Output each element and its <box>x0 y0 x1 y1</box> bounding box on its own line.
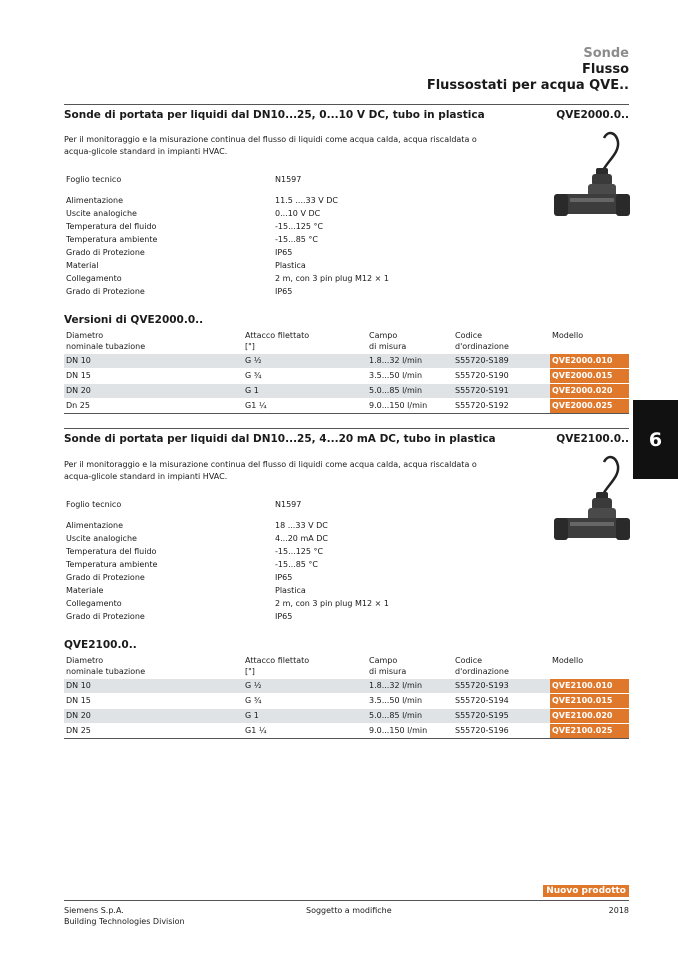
table-cell: DN 20 <box>64 709 243 724</box>
datasheet-label: Foglio tecnico <box>66 500 122 509</box>
spec-value: Plastica <box>275 261 306 270</box>
spec-value: IP65 <box>275 612 293 621</box>
spec-value: -15...85 °C <box>275 235 319 244</box>
spec-label: Materiale <box>66 586 104 595</box>
table-row <box>64 354 629 369</box>
col-header-range: Campo di misura <box>369 656 407 676</box>
table-row <box>64 694 629 709</box>
table-cell: G1 ¼ <box>245 401 267 410</box>
footer-company <box>64 905 185 927</box>
table-row <box>64 724 629 739</box>
spec-row <box>64 272 464 285</box>
section-divider <box>64 428 629 429</box>
spec-value: Plastica <box>275 586 306 595</box>
spec-label: Uscite analogiche <box>66 209 137 218</box>
spec-value: 2 m, con 3 pin plug M12 × 1 <box>275 599 389 608</box>
spec-value: -15...85 °C <box>275 560 319 569</box>
table-cell: DN 10 <box>64 679 243 694</box>
model-cell: QVE2000.025 <box>550 399 629 414</box>
table-cell: S55720-S196 <box>455 726 509 735</box>
spec-row <box>64 194 464 207</box>
table-cell: 3.5...50 l/min <box>369 696 423 705</box>
spec-value: 11.5 ....33 V DC <box>275 196 339 205</box>
footer-division: Building Technologies Division <box>64 917 185 926</box>
table-cell: G ¾ <box>245 371 262 380</box>
table-cell: DN 20 <box>64 384 243 399</box>
spec-row <box>64 584 464 597</box>
chapter-tab: 6 <box>633 400 678 479</box>
footer-divider <box>64 900 629 901</box>
table-cell: 3.5...50 l/min <box>369 371 423 380</box>
table-cell: G ½ <box>243 354 367 369</box>
spec-row <box>64 545 464 558</box>
spec-value: 2 m, con 3 pin plug M12 × 1 <box>275 274 389 283</box>
table-cell: 9.0...150 l/min <box>369 726 428 735</box>
table-cell: S55720-S194 <box>455 696 509 705</box>
spec-label: Temperatura del fluido <box>66 222 157 231</box>
spec-value: -15...125 °C <box>275 222 324 231</box>
section-code: QVE2000.0.. <box>556 109 629 121</box>
section-title: Sonde di portata per liquidi dal DN10...25, 4...20 mA DC, tubo in plastica <box>64 433 496 445</box>
spec-label: Grado di Protezione <box>66 573 145 582</box>
spec-label: Temperatura del fluido <box>66 547 157 556</box>
table-row <box>64 679 629 694</box>
datasheet-row <box>64 498 464 511</box>
table-cell: S55720-S189 <box>453 354 550 369</box>
model-cell: QVE2000.020 <box>550 384 629 399</box>
table-cell: S55720-S195 <box>453 709 550 724</box>
model-cell: QVE2100.020 <box>550 709 629 724</box>
table-cell: DN 25 <box>66 726 91 735</box>
spec-row <box>64 558 464 571</box>
datasheet-value: N1597 <box>275 175 302 184</box>
table-row <box>64 384 629 399</box>
spec-row <box>64 207 464 220</box>
new-product-badge: Nuovo prodotto <box>543 885 629 897</box>
col-header-thread: Attacco filettato ["] <box>245 656 310 676</box>
table-cell: 1.8...32 l/min <box>367 679 453 694</box>
model-cell: QVE2000.015 <box>550 369 629 384</box>
flow-sensor-product-image <box>550 128 632 224</box>
model-cell: QVE2100.010 <box>550 679 629 694</box>
flow-sensor-product-image <box>550 452 632 548</box>
spec-label: Material <box>66 261 99 270</box>
versions-title: QVE2100.0.. <box>64 639 137 651</box>
table-row <box>64 709 629 724</box>
table-row <box>64 399 629 414</box>
col-header-order-code: Codice d'ordinazione <box>455 331 509 351</box>
spec-value: 18 ...33 V DC <box>275 521 328 530</box>
footer-company-name: Siemens S.p.A. <box>64 906 124 915</box>
spec-label: Uscite analogiche <box>66 534 137 543</box>
spec-list <box>64 194 464 298</box>
table-cell: 5.0...85 l/min <box>367 709 453 724</box>
col-header-diameter: Diametro nominale tubazione <box>66 331 146 351</box>
table-cell: G 1 <box>243 384 367 399</box>
col-header-order-code: Codice d'ordinazione <box>455 656 509 676</box>
header-category: Sonde <box>583 46 629 61</box>
spec-value: 0...10 V DC <box>275 209 321 218</box>
spec-label: Grado di Protezione <box>66 612 145 621</box>
spec-row <box>64 610 464 623</box>
section-code: QVE2100.0.. <box>556 433 629 445</box>
datasheet-row <box>64 173 464 186</box>
spec-row <box>64 259 464 272</box>
spec-value: -15...125 °C <box>275 547 324 556</box>
col-header-model: Modello <box>552 656 584 665</box>
model-cell: QVE2100.025 <box>550 724 629 739</box>
spec-row <box>64 519 464 532</box>
col-header-model: Modello <box>552 331 584 340</box>
col-header-thread: Attacco filettato ["] <box>245 331 310 351</box>
table-cell: DN 15 <box>66 371 91 380</box>
header-subcategory: Flusso <box>582 62 629 77</box>
col-header-diameter: Diametro nominale tubazione <box>66 656 146 676</box>
table-cell: G ½ <box>243 679 367 694</box>
spec-label: Temperatura ambiente <box>66 235 158 244</box>
spec-label: Grado di Protezione <box>66 248 145 257</box>
table-cell: 5.0...85 l/min <box>367 384 453 399</box>
section-description: Per il monitoraggio e la misurazione continua del flusso di liquidi come acqua calda, acqua riscaldata o acqua-glicole standard in impianti HVAC. <box>64 135 477 156</box>
spec-label: Temperatura ambiente <box>66 560 158 569</box>
table-cell: G 1 <box>243 709 367 724</box>
spec-value: IP65 <box>275 573 293 582</box>
spec-label: Alimentazione <box>66 196 124 205</box>
table-cell: G ¾ <box>245 696 262 705</box>
table-cell: G1 ¼ <box>245 726 267 735</box>
spec-row <box>64 597 464 610</box>
spec-row <box>64 220 464 233</box>
section-description: Per il monitoraggio e la misurazione continua del flusso di liquidi come acqua calda, acqua riscaldata o acqua-glicole standard in impianti HVAC. <box>64 460 477 481</box>
table-cell: Dn 25 <box>66 401 90 410</box>
footer-notice: Soggetto a modifiche <box>306 906 392 915</box>
table-cell: S55720-S193 <box>453 679 550 694</box>
table-cell: S55720-S192 <box>455 401 509 410</box>
spec-value: IP65 <box>275 248 293 257</box>
spec-value: 4...20 mA DC <box>275 534 328 543</box>
table-cell: S55720-S191 <box>453 384 550 399</box>
table-cell: 9.0...150 l/min <box>369 401 428 410</box>
spec-label: Collegamento <box>66 599 122 608</box>
versions-table <box>64 655 629 739</box>
spec-row <box>64 571 464 584</box>
table-row <box>64 369 629 384</box>
spec-value: IP65 <box>275 287 293 296</box>
spec-label: Alimentazione <box>66 521 124 530</box>
section-divider <box>64 104 629 105</box>
section-title: Sonde di portata per liquidi dal DN10...25, 0...10 V DC, tubo in plastica <box>64 109 485 121</box>
versions-title: Versioni di QVE2000.0.. <box>64 314 204 326</box>
spec-row <box>64 246 464 259</box>
col-header-range: Campo di misura <box>369 331 407 351</box>
model-cell: QVE2100.015 <box>550 694 629 709</box>
table-cell: S55720-S190 <box>455 371 509 380</box>
header-title: Flussostati per acqua QVE.. <box>426 78 629 93</box>
datasheet-value: N1597 <box>275 500 302 509</box>
spec-row <box>64 233 464 246</box>
model-cell: QVE2000.010 <box>550 354 629 369</box>
spec-row <box>64 285 464 298</box>
versions-table <box>64 330 629 414</box>
spec-label: Grado di Protezione <box>66 287 145 296</box>
spec-row <box>64 532 464 545</box>
table-cell: 1.8...32 l/min <box>367 354 453 369</box>
spec-list <box>64 519 464 623</box>
datasheet-label: Foglio tecnico <box>66 175 122 184</box>
table-cell: DN 15 <box>66 696 91 705</box>
footer-year: 2018 <box>608 906 629 915</box>
spec-label: Collegamento <box>66 274 122 283</box>
table-cell: DN 10 <box>64 354 243 369</box>
